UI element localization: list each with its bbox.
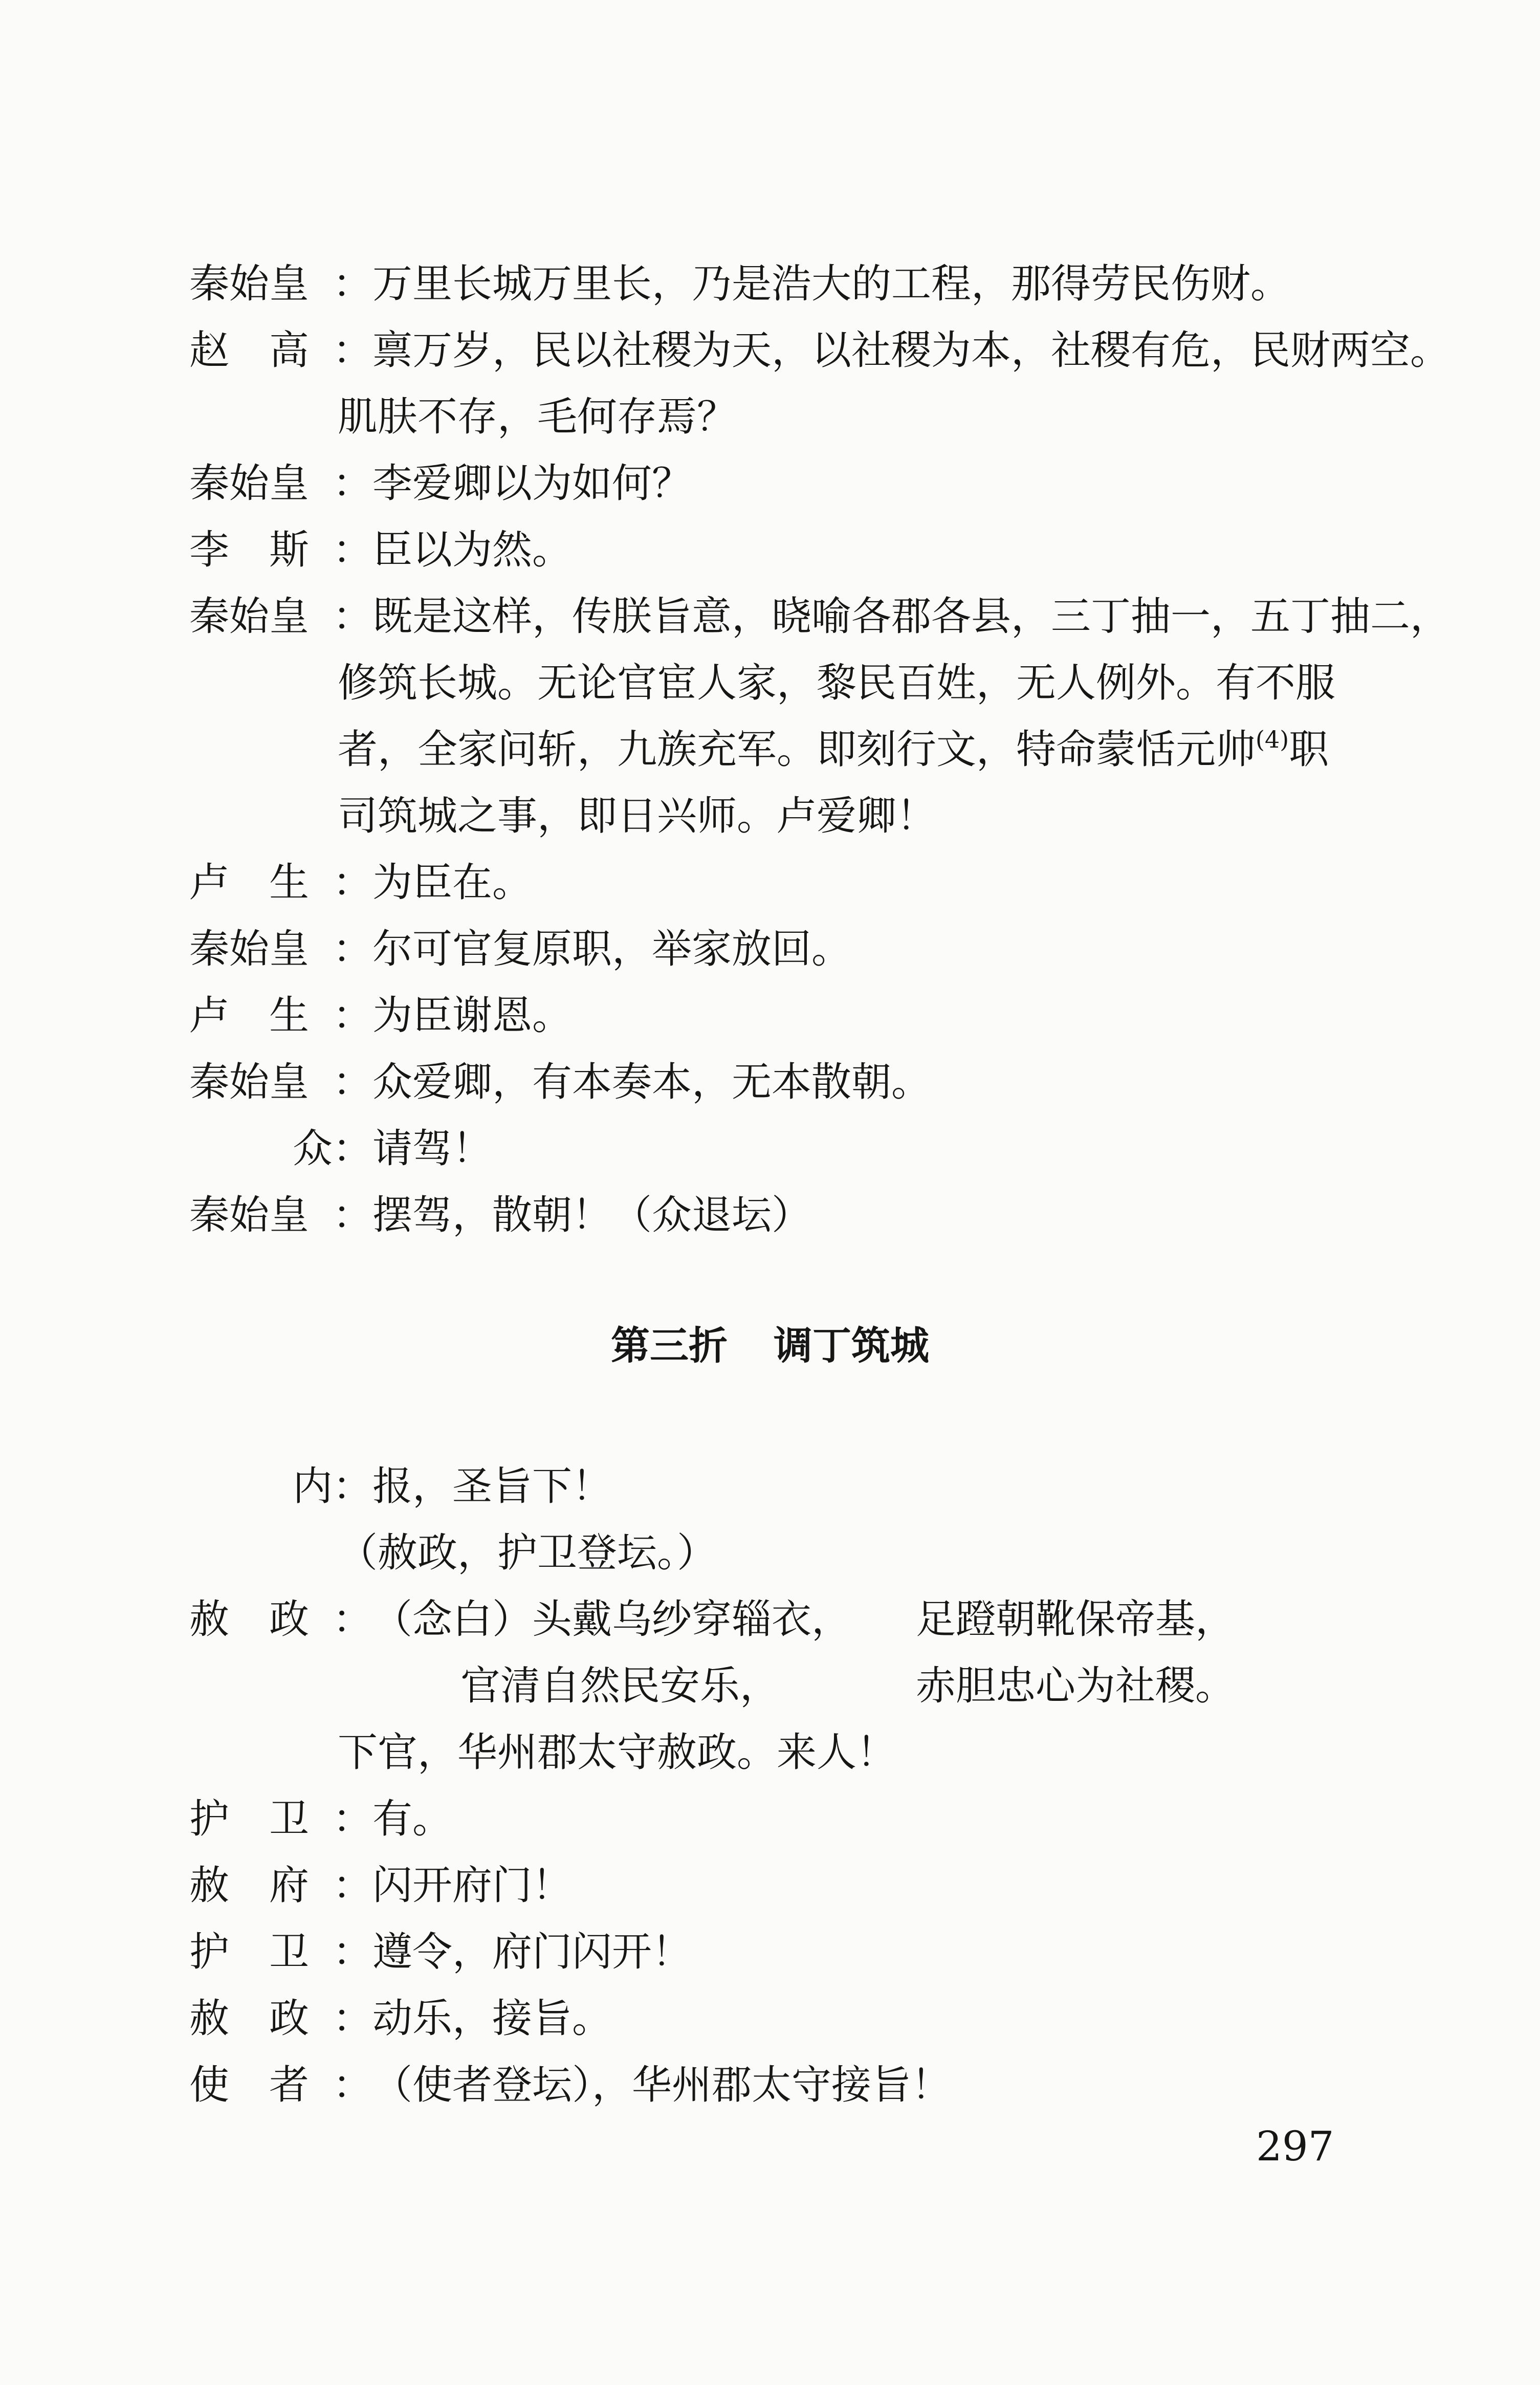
dialogue-text: 者，全家问斩，九族充军。即刻行文，特命蒙恬元帅	[338, 727, 1256, 773]
dialogue-text: 动乐，接旨。	[372, 1996, 612, 2042]
dialogue-text: 为臣谢恩。	[372, 993, 573, 1039]
speaker-name: 赦 政	[189, 1596, 310, 1643]
dialogue-text: 报，圣旨下！	[372, 1463, 612, 1509]
dialogue-text: 职	[1289, 727, 1329, 773]
dialogue-text: 遵令，府门闪开！	[372, 1929, 692, 1975]
dialogue-line: 秦始皇 ：众爱卿，有本奏本，无本散朝。	[189, 1057, 931, 1108]
dialogue-line: 使 者 ：（使者登坛），华州郡太守接旨！	[189, 2060, 951, 2111]
verse-first-half: 官清自然民安乐，	[460, 1663, 780, 1709]
dialogue-text: 既是这样，传朕旨意，晓喻各郡各县，三丁抽一，五丁抽二，	[372, 594, 1450, 640]
dialogue-line: 众：请驾！	[189, 1123, 492, 1174]
speaker-name: 秦始皇	[189, 1059, 310, 1105]
verse-second-half: 赤胆忠心为社稷。	[916, 1663, 1236, 1709]
dialogue-text: 摆驾，散朝！（众退坛）	[372, 1192, 812, 1238]
speaker-name: 赵 高	[189, 327, 310, 374]
section-number: 第三折	[611, 1323, 728, 1368]
dialogue-text: 为臣在。	[372, 860, 533, 906]
dialogue-line: 卢 生 ：为臣在。	[189, 857, 532, 908]
dialogue-text: （使者登坛），华州郡太守接旨！	[372, 2062, 952, 2108]
dialogue-continuation	[338, 391, 737, 443]
dialogue-text: 下官，华州郡太守赦政。来人！	[338, 1730, 897, 1776]
dialogue-text: 禀万岁，民以社稷为天，以社稷为本，社稷有危，民财两空。	[372, 327, 1450, 374]
dialogue-text: 修筑长城。无论官宦人家，黎民百姓，无人例外。有不服	[338, 660, 1336, 706]
speaker-name: 使 者	[189, 2062, 310, 2108]
dialogue-text: 请驾！	[372, 1126, 493, 1172]
footnote-marker: (4)	[1256, 726, 1289, 753]
dialogue-continuation	[338, 658, 1335, 709]
dialogue-line: 护 卫 ：遵令，府门闪开！	[189, 1927, 692, 1978]
speaker-name: 秦始皇	[189, 1192, 310, 1238]
dialogue-line: 赦 府 ：闪开府门！	[189, 1860, 572, 1911]
dialogue-continuation	[338, 791, 936, 842]
dialogue-text: 臣以为然。	[372, 527, 573, 573]
dialogue-line: 秦始皇 ：万里长城万里长，乃是浩大的工程，那得劳民伤财。	[189, 258, 1290, 310]
page-number: 297	[1256, 2123, 1334, 2170]
verse-line	[460, 1660, 1236, 1712]
dialogue-line: 秦始皇 ：既是这样，传朕旨意，晓喻各郡各县，三丁抽一，五丁抽二，	[189, 591, 1450, 642]
dialogue-text: 尔可官复原职，举家放回。	[372, 926, 852, 972]
dialogue-continuation	[338, 1727, 896, 1778]
dialogue-text: 闪开府门！	[372, 1863, 573, 1909]
speaker-name: 赦 府	[189, 1863, 310, 1909]
speaker-name: 护 卫	[189, 1796, 310, 1842]
speaker-name: 秦始皇	[189, 261, 310, 307]
dialogue-line: 赵 高 ：禀万岁，民以社稷为天，以社稷为本，社稷有危，民财两空。	[189, 325, 1450, 376]
dialogue-text: 有。	[372, 1796, 453, 1842]
dialogue-continuation	[338, 724, 1329, 775]
dialogue-line: 秦始皇 ：尔可官复原职，举家放回。	[189, 924, 851, 975]
verse-second-half: 足蹬朝靴保帝基，	[916, 1596, 1236, 1643]
dialogue-line: 护 卫 ：有。	[189, 1793, 452, 1845]
verse-line: 赦 政 ：（念白）头戴乌纱穿辎衣， 足蹬朝靴保帝基，	[189, 1594, 1366, 1645]
speaker-name: 赦 政	[189, 1996, 310, 2042]
section-title: 调丁筑城	[774, 1323, 929, 1368]
dialogue-text: 万里长城万里长，乃是浩大的工程，那得劳民伤财。	[372, 261, 1291, 307]
speaker-name: 李 斯	[189, 527, 310, 573]
dialogue-line: 秦始皇 ：李爱卿以为如何？	[189, 458, 692, 509]
dialogue-text: （赦政，护卫登坛。）	[338, 1530, 717, 1576]
dialogue-text: 李爱卿以为如何？	[372, 461, 692, 507]
dialogue-text: 肌肤不存，毛何存焉？	[338, 394, 737, 440]
speaker-name: 秦始皇	[189, 926, 310, 972]
speaker-name: 秦始皇	[189, 461, 310, 507]
speaker-name: 卢 生	[189, 993, 310, 1039]
dialogue-line: 秦始皇 ：摆驾，散朝！（众退坛）	[189, 1190, 811, 1241]
dialogue-text: 众爱卿，有本奏本，无本散朝。	[372, 1059, 932, 1105]
section-heading	[0, 1320, 1540, 1371]
dialogue-line: 赦 政 ：动乐，接旨。	[189, 1993, 612, 2044]
speaker-name: 内	[292, 1463, 333, 1509]
stage-direction	[338, 1527, 717, 1579]
speaker-name: 护 卫	[189, 1929, 310, 1975]
speaker-name: 秦始皇	[189, 594, 310, 640]
dialogue-line: 卢 生 ：为臣谢恩。	[189, 990, 572, 1041]
speaker-name: 卢 生	[189, 860, 310, 906]
verse-first-half: （念白）头戴乌纱穿辎衣，	[372, 1596, 852, 1643]
dialogue-line: 内：报，圣旨下！	[189, 1461, 612, 1512]
dialogue-line: 李 斯 ：臣以为然。	[189, 524, 572, 576]
speaker-name: 众	[292, 1126, 333, 1172]
dialogue-text: 司筑城之事，即日兴师。卢爱卿！	[338, 793, 937, 839]
